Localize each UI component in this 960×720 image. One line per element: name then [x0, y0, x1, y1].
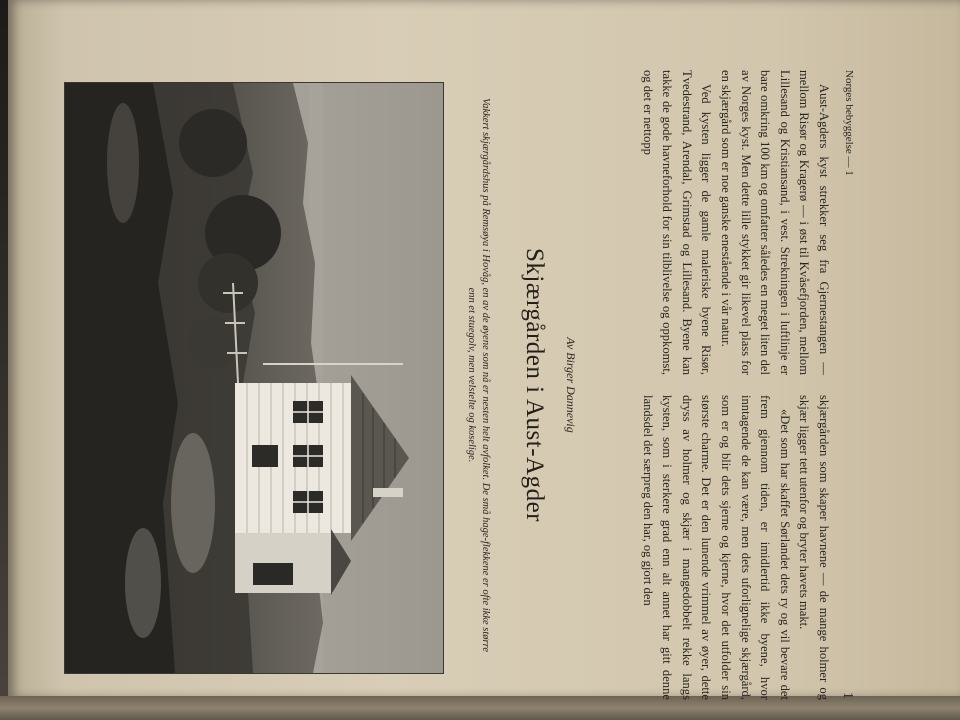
article-title: Skjærgården i Aust-Agder [521, 247, 548, 522]
paragraph: Aust-Agders kyst strekker seg fra Gjernestangen — mellom Risør og Kragerø — i øst til Kvåsefjorden, mellom Lillesand og Kristiansand, i vest. Strekningen i luftlinje er bare omkring 100 km og omfatter således en meget liten del av Norges kyst. Men dette lille stykket gir likevel plass for en skjærgård som er noe ganske enestående i vår natur. [719, 70, 831, 375]
text-column-right [588, 395, 833, 700]
paragraph: «Det som har skaffet Sørlandet dets ry og vil bevare det frem gjennom tiden, er imidlertid ikke byene, hvor inntagende de kan være, men dets uforlignelige skjærgård, som er og blir dets sjerne og kjerne, hvor det utfolder sin største charme. Det er den lunende vrimmel av øyer, dette dryss av holmer og skjær i mangedobbelt rekke langs kysten, som i sterkere grad enn alt annet har gitt denne landsdel det særpreg den har, og gjort den [640, 395, 792, 700]
photo-caption: Vakkert skjærgårdshus på Remsøya i Hovåg, en av de øyene som nå er nesten helt avfolket. De små hage-flekkene er ofte ikke større enn et stuegolv, men velstelte og koselige. [466, 97, 491, 652]
paragraph: Ved kysten ligger de gamle maleriske byene Risør, Tvedestrand, Arendal, Grimstad og Lillesand. Byene kan takke de gode havneforhold for sin tilblivelse og oppkomst, og det er nettopp [640, 70, 714, 375]
house-photograph [64, 82, 444, 674]
article-byline: Av Birger Dannevig [564, 337, 578, 433]
paragraph: skjærgården som skaper havnene — de mange holmer og skjær ligger tett utenfor og bryter havets makt. [797, 395, 831, 700]
text-column-left [588, 70, 833, 375]
page-footer: Norges bebyggelse — 1 [843, 70, 855, 176]
page-content [50, 60, 860, 710]
page-number: 1 [840, 692, 855, 699]
